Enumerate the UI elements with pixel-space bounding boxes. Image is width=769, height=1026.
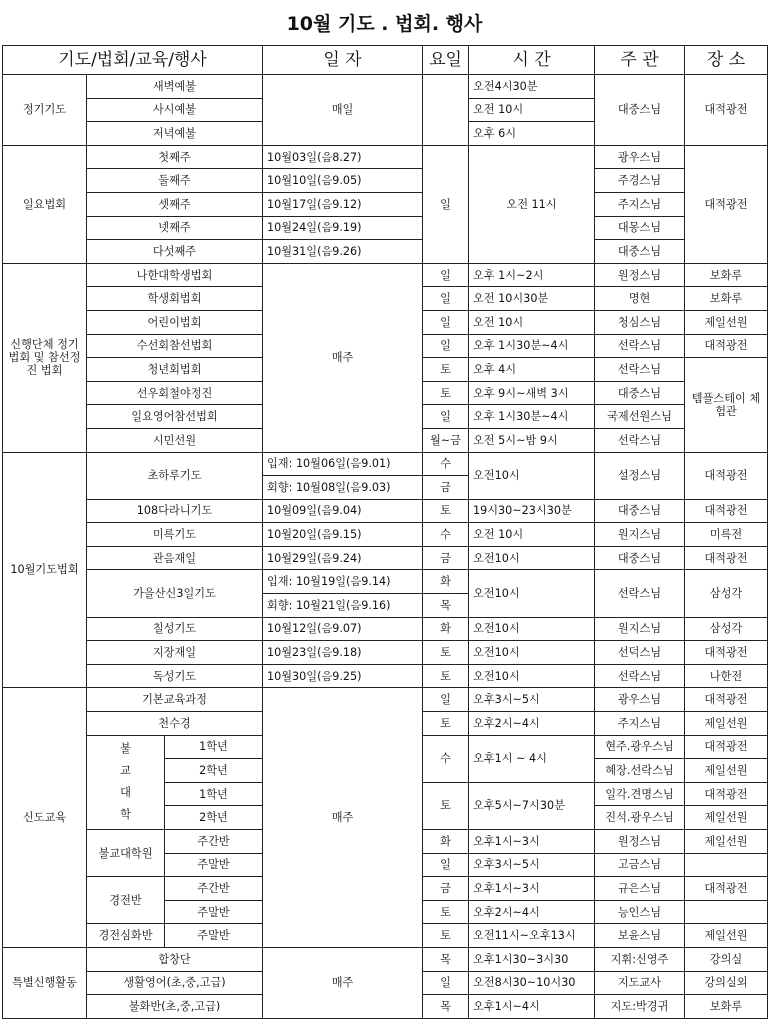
event-time: 오후 9시~새벽 3시 [469, 381, 595, 405]
table-row [3, 499, 768, 523]
event-time: 오전10시 [469, 641, 595, 665]
event-time: 오전 10시 [469, 98, 595, 122]
event-sub: 주말반 [165, 853, 263, 877]
event-time: 오후2시~4시 [469, 900, 595, 924]
event-day: 일 [423, 405, 469, 429]
event-time: 오전 10시 [469, 523, 595, 547]
event-time: 오후1시~3시 [469, 830, 595, 854]
event-place: 보화루 [685, 263, 768, 287]
event-time: 오전10시 [469, 617, 595, 641]
event-day: 수 [423, 735, 469, 782]
event-host: 대중스님 [595, 75, 685, 146]
group-label: 신도교육 [3, 688, 87, 948]
event-time: 오후3시~5시 [469, 688, 595, 712]
event-time: 오전10시 [469, 570, 595, 617]
event-name: 다섯째주 [87, 240, 263, 264]
event-date: 10월29일(음9.24) [263, 546, 423, 570]
event-date: 10월20일(음9.15) [263, 523, 423, 547]
event-time: 오후2시~4시 [469, 712, 595, 736]
event-time: 19시30~23시30분 [469, 499, 595, 523]
event-host: 원지스님 [595, 523, 685, 547]
event-sub: 2학년 [165, 806, 263, 830]
event-name: 수선회참선법회 [87, 334, 263, 358]
event-day: 금 [423, 877, 469, 901]
event-host: 주경스님 [595, 169, 685, 193]
event-date: 10월24일(음9.19) [263, 216, 423, 240]
event-place: 대적광전 [685, 877, 768, 901]
event-time: 오전 5시~밤 9시 [469, 428, 595, 452]
event-place: 제일선원 [685, 712, 768, 736]
event-date: 입재: 10월19일(음9.14) [263, 570, 423, 594]
event-place: 대적광전 [685, 782, 768, 806]
event-day: 목 [423, 594, 469, 618]
group-label: 일요법회 [3, 145, 87, 263]
event-name: 합창단 [87, 947, 263, 971]
event-name: 저녁예불 [87, 122, 263, 146]
schedule-table [2, 45, 768, 1019]
event-name: 기본교육과정 [87, 688, 263, 712]
event-date: 매주 [263, 947, 423, 1018]
event-date: 10월03일(음8.27) [263, 145, 423, 169]
event-time: 오후 6시 [469, 122, 595, 146]
event-day: 토 [423, 358, 469, 382]
table-row [3, 240, 768, 264]
event-time: 오후 4시 [469, 358, 595, 382]
event-host: 명현 [595, 287, 685, 311]
event-day: 화 [423, 617, 469, 641]
event-day: 일 [423, 310, 469, 334]
event-place: 대적광전 [685, 334, 768, 358]
event-date: 회향: 10월21일(음9.16) [263, 594, 423, 618]
event-host: 선덕스님 [595, 641, 685, 665]
event-host: 선락스님 [595, 358, 685, 382]
event-time: 오전10시 [469, 664, 595, 688]
event-date: 10월12일(음9.07) [263, 617, 423, 641]
event-name: 천수경 [87, 712, 263, 736]
event-sub: 주간반 [165, 830, 263, 854]
event-date: 회향: 10월08일(음9.03) [263, 476, 423, 500]
event-name: 넷째주 [87, 216, 263, 240]
event-place: 대적광전 [685, 688, 768, 712]
event-day: 수 [423, 452, 469, 476]
event-name: 나한대학생법회 [87, 263, 263, 287]
event-place: 삼성각 [685, 617, 768, 641]
event-date: 10월23일(음9.18) [263, 641, 423, 665]
event-place: 템플스테이 체험관 [685, 358, 768, 452]
event-day: 일 [423, 334, 469, 358]
event-time: 오전10시 [469, 546, 595, 570]
event-place: 제일선원 [685, 830, 768, 854]
event-host: 청심스님 [595, 310, 685, 334]
table-row [3, 75, 768, 99]
event-day: 목 [423, 995, 469, 1019]
event-day: 토 [423, 712, 469, 736]
event-day: 금 [423, 476, 469, 500]
event-place: 대적광전 [685, 499, 768, 523]
event-host: 설정스님 [595, 452, 685, 499]
event-day: 토 [423, 924, 469, 948]
event-date: 매주 [263, 263, 423, 452]
page-title: 10월 기도 . 법회. 행사 [286, 12, 483, 35]
event-time: 오후 1시~2시 [469, 263, 595, 287]
event-sub: 주간반 [165, 877, 263, 901]
event-place: 대적광전 [685, 75, 768, 146]
event-host: 국제선원스님 [595, 405, 685, 429]
event-date: 10월31일(음9.26) [263, 240, 423, 264]
event-host: 대중스님 [595, 499, 685, 523]
event-place: 대적광전 [685, 641, 768, 665]
event-time: 오전4시30분 [469, 75, 595, 99]
event-day: 목 [423, 947, 469, 971]
event-place: 강의실외 [685, 971, 768, 995]
event-time: 오전 10시30분 [469, 287, 595, 311]
table-row [3, 169, 768, 193]
event-time: 오후5시~7시30분 [469, 782, 595, 829]
event-place: 미륵전 [685, 523, 768, 547]
event-host: 지도교사 [595, 971, 685, 995]
event-time: 오후 1시30분~4시 [469, 405, 595, 429]
table-row [3, 523, 768, 547]
event-time: 오전 11시 [469, 145, 595, 263]
event-day: 토 [423, 381, 469, 405]
event-host: 원지스님 [595, 617, 685, 641]
event-name: 셋째주 [87, 192, 263, 216]
event-time: 오후1시 ~ 4시 [469, 735, 595, 782]
table-row [3, 192, 768, 216]
event-day: 토 [423, 641, 469, 665]
event-name: 청년회법회 [87, 358, 263, 382]
event-host: 지휘:신영주 [595, 947, 685, 971]
event-name: 칠성기도 [87, 617, 263, 641]
event-host: 원정스님 [595, 263, 685, 287]
header-date: 일 자 [263, 46, 423, 75]
event-place: 나한전 [685, 664, 768, 688]
event-place: 제일선원 [685, 806, 768, 830]
event-name: 경전심화반 [87, 924, 165, 948]
event-day: 일 [423, 971, 469, 995]
event-time: 오후 1시30분~4시 [469, 334, 595, 358]
event-day: 토 [423, 782, 469, 829]
event-place [685, 853, 768, 877]
group-label: 정기기도 [3, 75, 87, 146]
event-time: 오전 10시 [469, 310, 595, 334]
event-day: 화 [423, 830, 469, 854]
header-place: 장 소 [685, 46, 768, 75]
event-host: 지도:박경귀 [595, 995, 685, 1019]
table-row [3, 688, 768, 712]
event-day: 일 [423, 145, 469, 263]
event-name: 시민선원 [87, 428, 263, 452]
college-char: 대 [120, 786, 131, 800]
event-place: 보화루 [685, 287, 768, 311]
event-day: 월~금 [423, 428, 469, 452]
event-host: 선락스님 [595, 334, 685, 358]
event-host: 대중스님 [595, 240, 685, 264]
event-host: 대몽스님 [595, 216, 685, 240]
event-name: 둘째주 [87, 169, 263, 193]
event-name: 불화반(초,중,고급) [87, 995, 263, 1019]
event-time: 오전8시30~10시30 [469, 971, 595, 995]
event-host: 진석.광우스님 [595, 806, 685, 830]
event-host: 혜장.선락스님 [595, 759, 685, 783]
event-host: 일각.견명스님 [595, 782, 685, 806]
event-host: 주지스님 [595, 712, 685, 736]
event-name: 지장재일 [87, 641, 263, 665]
event-name: 경전반 [87, 877, 165, 924]
event-name: 가을산신3일기도 [87, 570, 263, 617]
header-day: 요일 [423, 46, 469, 75]
event-place: 제일선원 [685, 924, 768, 948]
header-time: 시 간 [469, 46, 595, 75]
event-date: 10월09일(음9.04) [263, 499, 423, 523]
event-host: 현주.광우스님 [595, 735, 685, 759]
event-host: 고금스님 [595, 853, 685, 877]
event-time: 오후1시30~3시30 [469, 947, 595, 971]
college-char: 불 [120, 742, 131, 756]
group-label: 특별신행활동 [3, 947, 87, 1018]
event-date: 입재: 10월06일(음9.01) [263, 452, 423, 476]
event-name: 일요영어참선법회 [87, 405, 263, 429]
event-time: 오후1시~4시 [469, 995, 595, 1019]
buddhist-college-label [87, 735, 165, 829]
event-sub: 1학년 [165, 735, 263, 759]
event-day: 화 [423, 570, 469, 594]
table-row [3, 664, 768, 688]
event-sub: 주말반 [165, 924, 263, 948]
college-char: 학 [120, 808, 131, 822]
event-time: 오후1시~3시 [469, 877, 595, 901]
event-name: 관음재일 [87, 546, 263, 570]
event-time: 오전10시 [469, 452, 595, 499]
event-sub: 주말반 [165, 900, 263, 924]
event-day: 금 [423, 546, 469, 570]
event-sub: 1학년 [165, 782, 263, 806]
event-day [423, 75, 469, 146]
table-row [3, 947, 768, 971]
event-name: 학생회법회 [87, 287, 263, 311]
header-row [3, 46, 768, 75]
event-place: 대적광전 [685, 452, 768, 499]
event-host: 주지스님 [595, 192, 685, 216]
table-row [3, 263, 768, 287]
event-name: 초하루기도 [87, 452, 263, 499]
table-row [3, 570, 768, 594]
event-name: 첫째주 [87, 145, 263, 169]
event-day: 일 [423, 263, 469, 287]
group-label: 신행단체 정기법회 및 참선정진 법회 [3, 263, 87, 452]
event-date: 매주 [263, 688, 423, 948]
event-place: 대적광전 [685, 735, 768, 759]
event-day: 수 [423, 523, 469, 547]
event-day: 토 [423, 664, 469, 688]
header-host: 주 관 [595, 46, 685, 75]
event-place: 대적광전 [685, 145, 768, 263]
event-date: 10월30일(음9.25) [263, 664, 423, 688]
event-place: 제일선원 [685, 759, 768, 783]
event-host: 보윤스님 [595, 924, 685, 948]
event-host: 선락스님 [595, 570, 685, 617]
event-host: 능인스님 [595, 900, 685, 924]
event-host: 원정스님 [595, 830, 685, 854]
table-row [3, 216, 768, 240]
event-place: 보화루 [685, 995, 768, 1019]
event-name: 독성기도 [87, 664, 263, 688]
event-name: 선우회철야정진 [87, 381, 263, 405]
table-row [3, 641, 768, 665]
event-name: 생활영어(초,중,고급) [87, 971, 263, 995]
event-host: 선락스님 [595, 428, 685, 452]
event-host: 대중스님 [595, 546, 685, 570]
event-host: 규은스님 [595, 877, 685, 901]
event-place: 제일선원 [685, 310, 768, 334]
event-name: 미륵기도 [87, 523, 263, 547]
event-name: 사시예불 [87, 98, 263, 122]
table-row [3, 145, 768, 169]
table-row [3, 452, 768, 476]
table-row [3, 617, 768, 641]
event-name: 어린이법회 [87, 310, 263, 334]
event-day: 토 [423, 900, 469, 924]
event-day: 토 [423, 499, 469, 523]
event-sub: 2학년 [165, 759, 263, 783]
event-host: 대중스님 [595, 381, 685, 405]
event-place [685, 900, 768, 924]
event-date: 10월10일(음9.05) [263, 169, 423, 193]
event-place: 강의실 [685, 947, 768, 971]
event-name: 108다라니기도 [87, 499, 263, 523]
table-row [3, 546, 768, 570]
event-name: 새벽예불 [87, 75, 263, 99]
event-day: 일 [423, 853, 469, 877]
event-day: 일 [423, 287, 469, 311]
event-day: 일 [423, 688, 469, 712]
college-char: 교 [120, 764, 131, 778]
event-host: 선락스님 [595, 664, 685, 688]
event-host: 광우스님 [595, 688, 685, 712]
event-host: 광우스님 [595, 145, 685, 169]
event-date: 매일 [263, 75, 423, 146]
header-category: 기도/법회/교육/행사 [3, 46, 263, 75]
event-time: 오후3시~5시 [469, 853, 595, 877]
group-label: 10월기도법회 [3, 452, 87, 688]
event-date: 10월17일(음9.12) [263, 192, 423, 216]
event-place: 대적광전 [685, 546, 768, 570]
event-time: 오전11시~오후13시 [469, 924, 595, 948]
event-place: 삼성각 [685, 570, 768, 617]
event-name: 불교대학원 [87, 830, 165, 877]
